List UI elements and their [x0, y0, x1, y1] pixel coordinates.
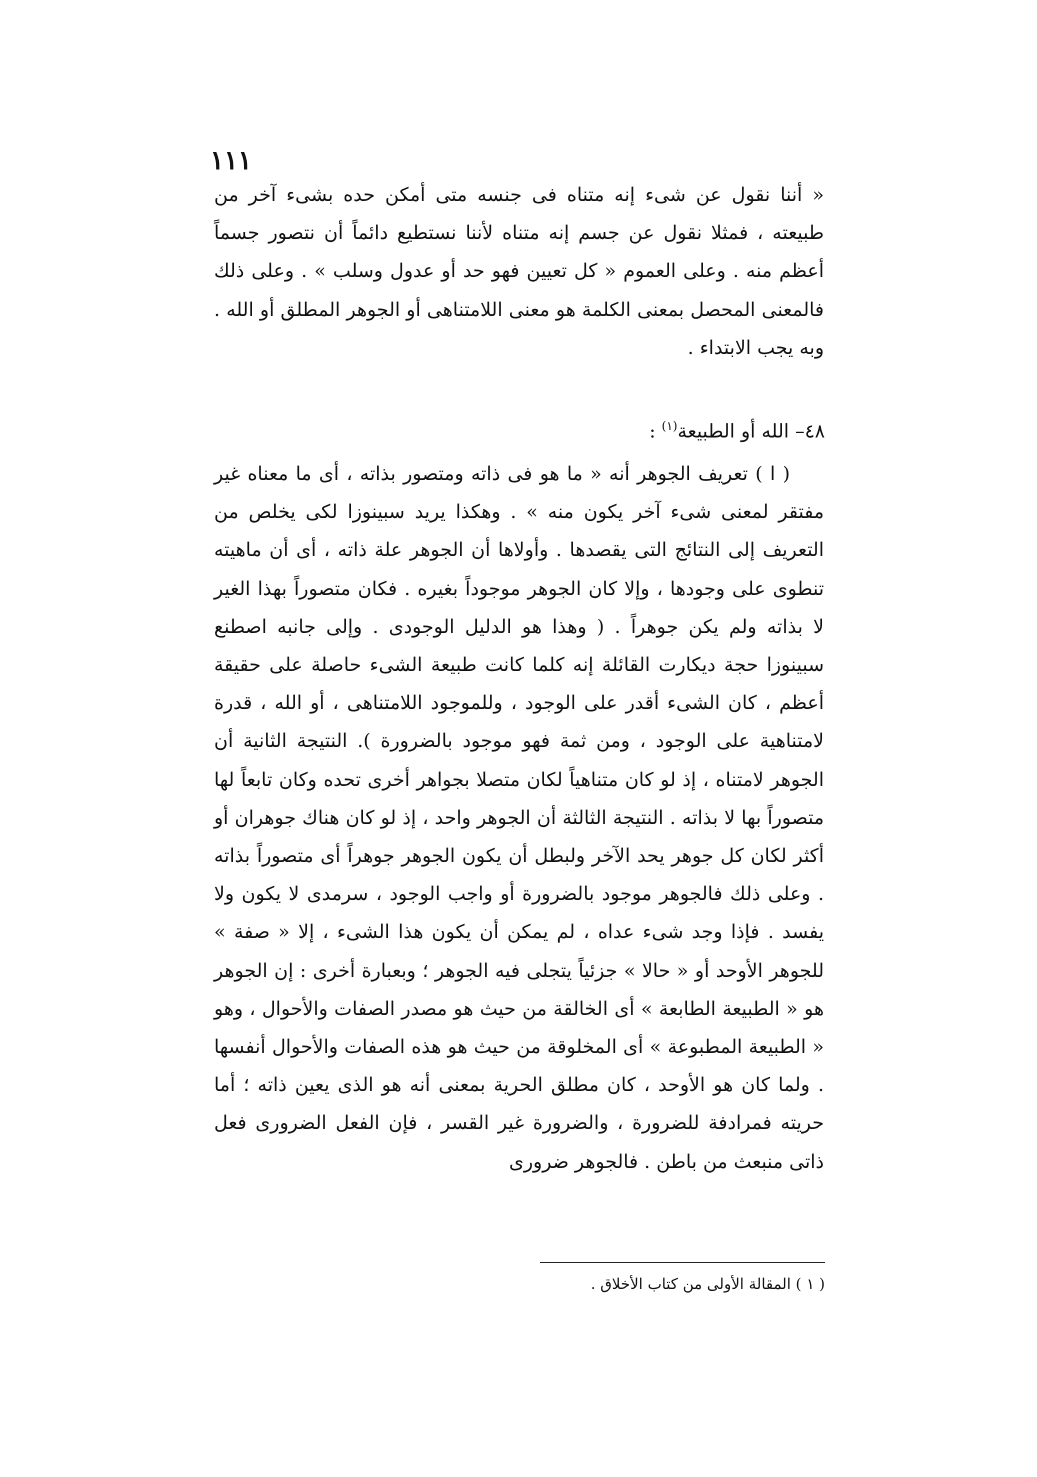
- section-colon: :: [649, 420, 656, 443]
- section-heading: [649, 408, 825, 449]
- footnote: ( ١ ) المقالة الأولى من كتاب الأخلاق .: [590, 1275, 825, 1293]
- section-title: الله أو الطبيعة: [677, 420, 790, 443]
- paragraph-substance: ( ا ) تعريف الجوهر أنه « ما هو فى ذاته ومتصور بذاته ، أى ما معناه غير مفتقر لمعنى شىء آخر يكون منه » . وهكذا يريد سبينوزا لكى يخلص من التعريف إلى النتائج التى يقصدها . وأولاها أن الجوهر علة ذاته ، أى أن ماهيته تنطوى على وجودها ، وإلا كان الجوهر موجوداً بغيره . فكان متصوراً بهذا الغير لا بذاته ولم يكن جوهراً . ( وهذا هو الدليل الوجودى . وإلى جانبه اصطنع سبينوزا حجة ديكارت القائلة إنه كلما كانت طبيعة الشىء حاصلة على حقيقة أعظم ، كان الشىء أقدر على الوجود ، وللموجود اللامتناهى ، أو الله ، قدرة لامتناهية على الوجود ، ومن ثمة فهو موجود بالضرورة ). النتيجة الثانية أن الجوهر لامتناه ، إذ لو كان متناهياً لكان متصلا بجواهر أخرى تحده وكان تابعاً لها متصوراً بها لا بذاته . النتيجة الثالثة أن الجوهر واحد ، إذ لو كان هناك جوهران أو أكثر لكان كل جوهر يحد الآخر ولبطل أن يكون الجوهر جوهراً أى متصوراً بذاته . وعلى ذلك فالجوهر موجود بالضرورة أو واجب الوجود ، سرمدى لا يكون ولا يفسد . فإذا وجد شىء عداه ، لم يمكن أن يكون هذا الشىء ، إلا « صفة » للجوهر الأوحد أو « حالا » جزئياً يتجلى فيه الجوهر ؛ وبعبارة أخرى : إن الجوهر هو « الطبيعة الطابعة » أى الخالقة من حيث هو مصدر الصفات والأحوال ، وهو « الطبيعة المطبوعة » أى المخلوقة من حيث هو هذه الصفات والأحوال أنفسها . ولما كان هو الأوحد ، كان مطلق الحرية بمعنى أنه هو الذى يعين ذاته ؛ أما حريته فمرادفة للضرورة ، والضرورة غير القسر ، فإن الفعل الضرورى فعل ذاتى منبعث من باطن . فالجوهر ضرورى: [214, 463, 824, 1173]
- page-number: ١١١: [210, 146, 252, 176]
- footnote-divider: [540, 1262, 825, 1263]
- paragraph-continuation: « أننا نقول عن شىء إنه متناه فى جنسه متى أمكن حده بشىء آخر من طبيعته ، فمثلا نقول عن جسم إنه متناه لأننا نستطيع دائماً أن نتصور جسماً أعظم منه . وعلى العموم « كل تعيين فهو حد أو عدول وسلب » . وعلى ذلك فالمعنى المحصل بمعنى الكلمة هو معنى اللامتناهى أو الجوهر المطلق أو الله . وبه يجب الابتداء .: [214, 184, 824, 359]
- section-number: ٤٨–: [795, 420, 825, 443]
- footnote-reference: (١): [661, 419, 678, 433]
